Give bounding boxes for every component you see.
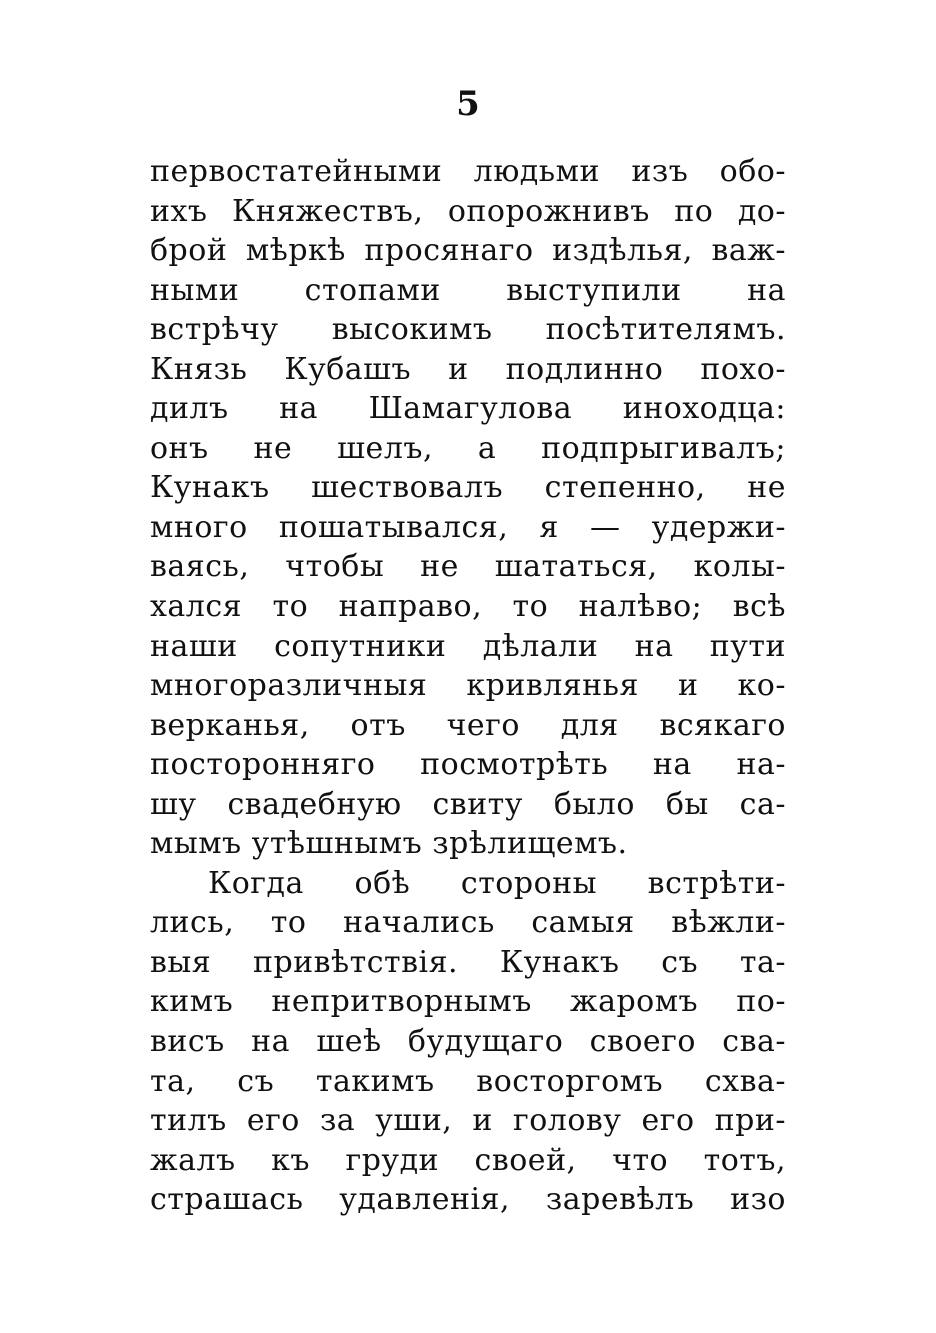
text-line: наши сопутники дѣлали на пути: [150, 628, 786, 664]
paragraph-first-line: Когда обѣ стороны встрѣти-: [208, 865, 786, 901]
page-number: 5: [456, 84, 480, 124]
text-line: дилъ на Шамагулова иноходца:: [150, 391, 786, 427]
text-line: много пошатывался, я — удержи-: [150, 509, 786, 545]
text-line: жалъ къ груди своей, что тотъ,: [150, 1142, 786, 1178]
text-line: ихъ Княжествъ, опорожнивъ по до-: [150, 193, 786, 229]
text-line: многоразличныя кривлянья и ко-: [150, 668, 786, 704]
text-line: встрѣчу высокимъ посѣтителямъ.: [150, 312, 786, 348]
body-text: [150, 152, 786, 1220]
text-line: посторонняго посмотрѣть на на-: [150, 747, 786, 783]
text-line: ваясь, чтобы не шататься, колы-: [150, 549, 786, 585]
text-line: брой мѣркѣ просянаго издѣлья, важ-: [150, 233, 786, 269]
paragraph-last-line: мымъ утѣшнымъ зрѣлищемъ.: [150, 826, 628, 862]
text-line: Князь Кубашъ и подлинно похо-: [150, 351, 786, 387]
text-line: хался то направо, то налѣво; всѣ: [150, 589, 786, 625]
text-line: кимъ непритворнымъ жаромъ по-: [150, 984, 786, 1020]
text-line: Кунакъ шествовалъ степенно, не: [150, 470, 786, 506]
text-line: ными стопами выступили на: [150, 272, 786, 308]
text-line: выя привѣтствія. Кунакъ съ та-: [150, 944, 786, 980]
text-line: верканья, отъ чего для всякаго: [150, 707, 786, 743]
text-line: висъ на шеѣ будущаго своего сва-: [150, 1024, 786, 1060]
text-line: лись, то начались самыя вѣжли-: [150, 905, 786, 941]
text-line: онъ не шелъ, а подпрыгивалъ;: [150, 430, 786, 466]
text-line: тилъ его за уши, и голову его при-: [150, 1103, 786, 1139]
text-line: страшась удавленія, заревѣлъ изо: [150, 1182, 786, 1218]
text-line: первостатейными людьми изъ обо-: [150, 154, 786, 189]
text-line: шу свадебную свиту было бы са-: [150, 786, 786, 822]
text-line: та, съ такимъ восторгомъ схва-: [150, 1063, 786, 1099]
